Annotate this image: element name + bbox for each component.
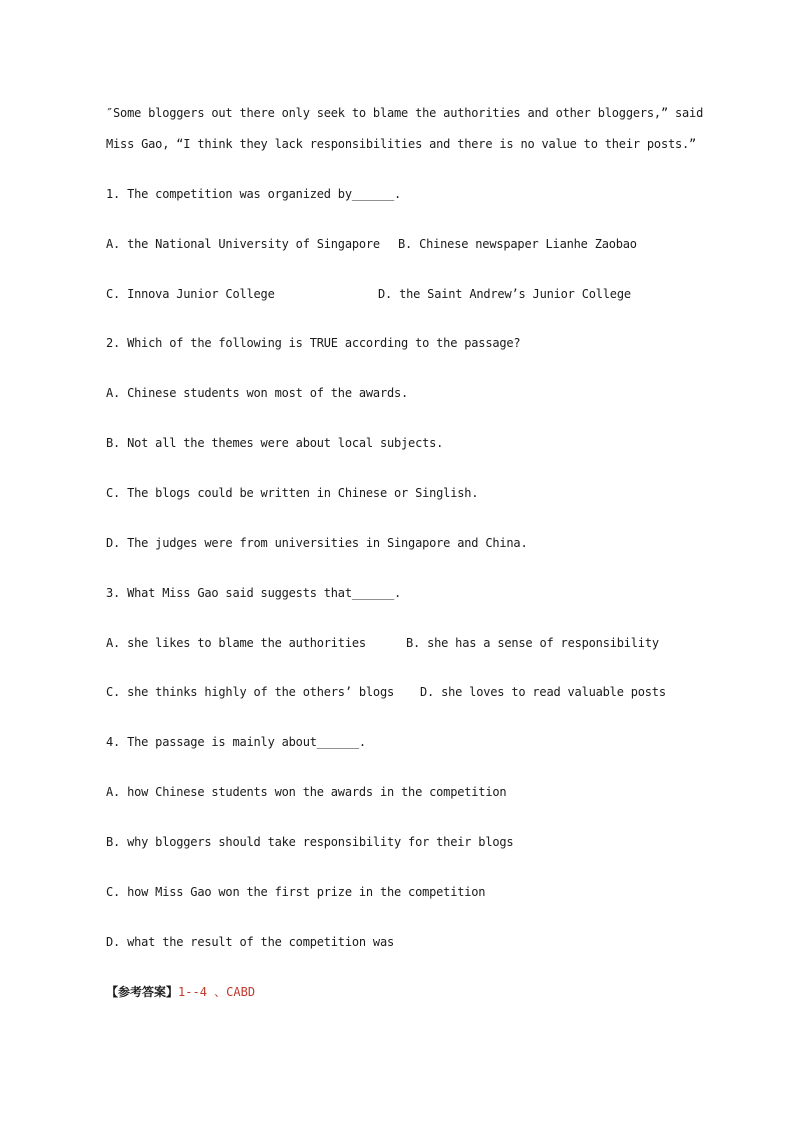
reference-answer-value: 1--4 、CABD xyxy=(178,985,256,999)
question-2-option-b: B. Not all the themes were about local subjects. xyxy=(106,436,444,450)
question-2-stem: 2. Which of the following is TRUE according to the passage? xyxy=(106,336,521,350)
passage-line-1: ″Some bloggers out there only seek to blame the authorities and other bloggers,” said xyxy=(106,106,704,120)
question-4-option-c: C. how Miss Gao won the first prize in the competition xyxy=(106,885,486,899)
question-1-stem: 1. The competition was organized by______. xyxy=(106,187,402,201)
question-1-option-d: D. the Saint Andrew’s Junior College xyxy=(378,287,631,301)
question-3-option-c: C. she thinks highly of the others’ blogs xyxy=(106,685,395,699)
question-4-option-a: A. how Chinese students won the awards in the competition xyxy=(106,785,507,799)
question-1-option-b: B. Chinese newspaper Lianhe Zaobao xyxy=(398,237,637,251)
question-2-option-a: A. Chinese students won most of the awards. xyxy=(106,386,409,400)
question-1-option-a: A. the National University of Singapore xyxy=(106,237,380,251)
reference-answer xyxy=(106,984,255,1000)
question-3-option-a: A. she likes to blame the authorities xyxy=(106,636,366,650)
question-4-stem: 4. The passage is mainly about______. xyxy=(106,735,366,749)
reference-answer-label: 【参考答案】 xyxy=(106,985,179,999)
question-2-option-c: C. The blogs could be written in Chinese or Singlish. xyxy=(106,486,479,500)
question-3-option-d: D. she loves to read valuable posts xyxy=(420,685,666,699)
question-1-option-c: C. Innova Junior College xyxy=(106,287,275,301)
question-3-stem: 3. What Miss Gao said suggests that______. xyxy=(106,586,402,600)
question-3-option-b: B. she has a sense of responsibility xyxy=(406,636,659,650)
question-4-option-d: D. what the result of the competition was xyxy=(106,935,395,949)
question-4-option-b: B. why bloggers should take responsibility for their blogs xyxy=(106,835,514,849)
passage-line-2: Miss Gao, “I think they lack responsibilities and there is no value to their posts.” xyxy=(106,137,697,151)
question-2-option-d: D. The judges were from universities in Singapore and China. xyxy=(106,536,528,550)
